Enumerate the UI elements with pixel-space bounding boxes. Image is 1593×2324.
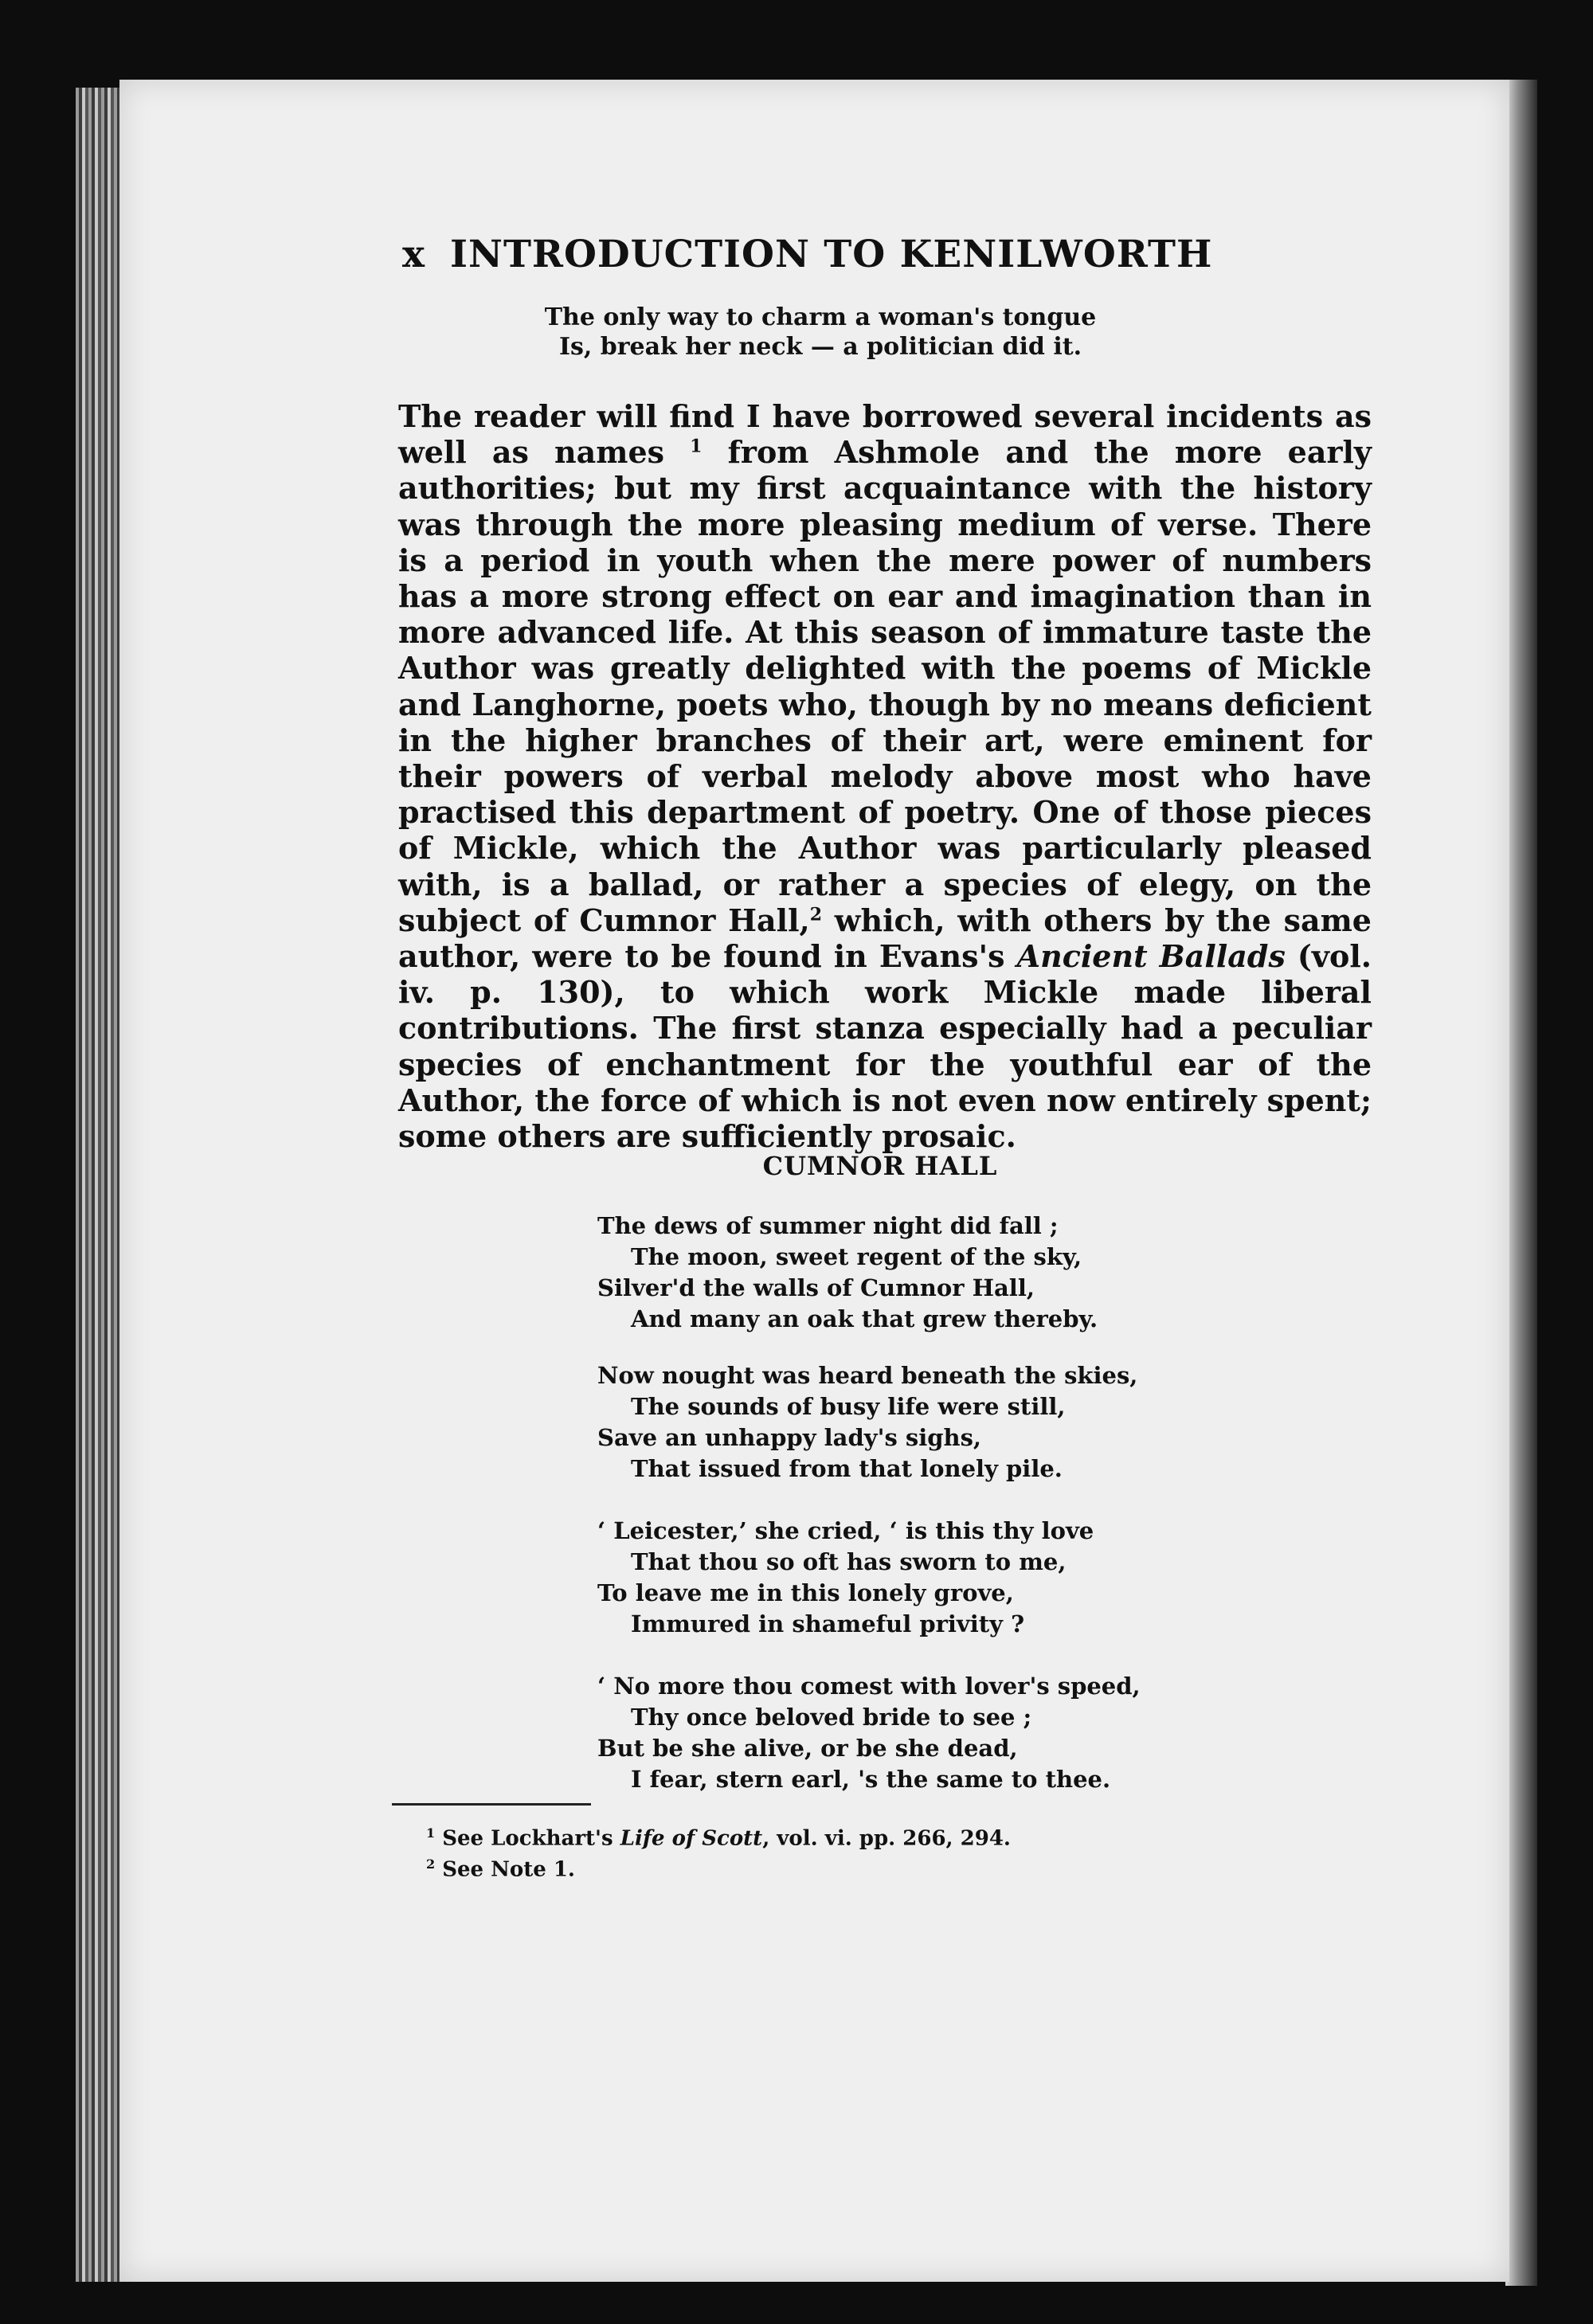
footnote-mark: 1	[426, 1825, 436, 1841]
epigraph-line: Is, break her neck — a politician did it.	[558, 333, 1082, 361]
poem-line: ‘ No more thou comest with lover's speed,	[597, 1673, 1141, 1700]
poem-line: ‘ Leicester,’ she cried, ‘ is this thy love	[597, 1517, 1094, 1544]
footnote-text: See Note 1.	[442, 1857, 575, 1882]
paragraph-text: The reader will find I have borrowed several incidents as well as names	[398, 398, 1372, 471]
footnote	[426, 1821, 1223, 1852]
poem-stanza	[597, 1211, 1171, 1335]
poem-stanza	[597, 1516, 1171, 1640]
footnote-rule	[392, 1803, 591, 1806]
book-title: Ancient Ballads	[1016, 938, 1286, 975]
paragraph-text: from Ashmole and the more early authorities; but my first acquaintance with the history was through the more pleasing medium of verse. There is a period in youth when the mere power of numbers has a more strong effect on ear and imagination than in more advanced life. At this season of immature taste the Author was greatly delighted with the poems of Mickle and Langhorne, poets who, though by no means deficient in the higher branches of their art, were eminent for their powers of verbal melody above most who have practised this department of poetry. One of those pieces of Mickle, which the Author was particularly pleased with, is a ballad, or rather a species of elegy, on the subject of Cumnor Hall,	[398, 434, 1372, 938]
poem-line: But be she alive, or be she dead,	[597, 1735, 1018, 1762]
footnote-mark: 2	[426, 1856, 436, 1872]
poem-line: The dews of summer night did fall ;	[597, 1212, 1059, 1239]
poem-line: Immured in shameful privity ?	[631, 1610, 1025, 1637]
footnote-text: See Lockhart's	[442, 1826, 620, 1851]
poem-line: I fear, stern earl, 's the same to thee.	[631, 1766, 1111, 1793]
footnotes	[426, 1821, 1223, 1882]
poem-line: To leave me in this lonely grove,	[597, 1579, 1014, 1606]
page-header	[402, 233, 1247, 280]
running-title: INTRODUCTION TO KENILWORTH	[450, 233, 1213, 276]
poem-line: That issued from that lonely pile.	[631, 1455, 1063, 1482]
poem-line: The moon, sweet regent of the sky,	[631, 1243, 1082, 1270]
poem-line: Now nought was heard beneath the skies,	[597, 1362, 1138, 1389]
epigraph-line: The only way to charm a woman's tongue	[544, 303, 1097, 331]
poem-line: Save an unhappy lady's sighs,	[597, 1424, 982, 1451]
poem-title: CUMNOR HALL	[762, 1151, 998, 1181]
poem-line: The sounds of busy life were still,	[631, 1393, 1066, 1420]
poem-line: And many an oak that grew thereby.	[631, 1305, 1098, 1332]
paragraph-text: (vol. iv. p. 130), to which work Mickle made liberal contributions. The first stanza especially had a peculiar species of enchantment for the youthful ear of the Author, the force of which is not even now entirely spent; some others are sufficiently prosaic.	[398, 938, 1372, 1155]
footnote-ref: 2	[809, 904, 823, 925]
footnote	[426, 1852, 1223, 1883]
poem-line: Thy once beloved bride to see ;	[631, 1704, 1032, 1731]
paragraph-text: which, with others by the same author, were to be found in Evans's	[398, 902, 1372, 975]
page-stack-left-edge	[76, 88, 123, 2282]
epigraph	[398, 303, 1243, 362]
poem-stanza	[597, 1671, 1171, 1795]
poem-line: That thou so oft has sworn to me,	[631, 1548, 1067, 1575]
poem-stanza	[597, 1360, 1171, 1485]
page-number: x	[402, 233, 426, 276]
footnote-book-title: Life of Scott	[620, 1826, 763, 1851]
page-stack-right-edge	[1505, 80, 1537, 2286]
poem-line: Silver'd the walls of Cumnor Hall,	[597, 1274, 1035, 1301]
footnote-text: , vol. vi. pp. 266, 294.	[762, 1826, 1011, 1851]
footnote-ref: 1	[690, 436, 703, 457]
body-paragraph	[398, 398, 1372, 1154]
